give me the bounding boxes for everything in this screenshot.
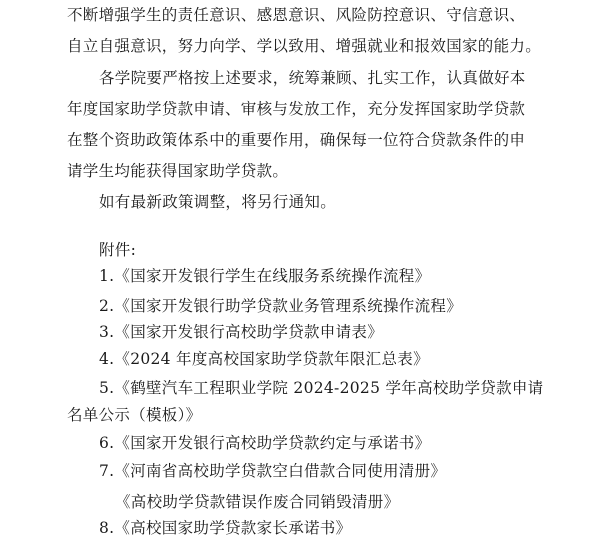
paragraph-2-line-2: 年度国家助学贷款申请、审核与发放工作，充分发挥国家助学贷款 <box>67 100 526 118</box>
paragraph-2-line-3: 在整个资助政策体系中的重要作用，确保每一位符合贷款条件的申 <box>67 131 526 149</box>
attachment-item-5-continued: 名单公示（模板）》 <box>67 406 202 424</box>
attachment-item-8: 8.《高校国家助学贷款家长承诺书》 <box>99 519 352 537</box>
attachment-item-7: 7.《河南省高校助学贷款空白借款合同使用清册》 <box>99 462 447 480</box>
attachment-item-4: 4.《2024 年度高校国家助学贷款年限汇总表》 <box>99 350 429 368</box>
attachment-item-6: 6.《国家开发银行高校助学贷款约定与承诺书》 <box>99 434 431 452</box>
attachment-item-3: 3.《国家开发银行高校助学贷款申请表》 <box>99 323 383 341</box>
attachments-heading: 附件: <box>99 241 137 259</box>
paragraph-1-line-1: 不断增强学生的责任意识、感恩意识、风险防控意识、守信意识、 <box>67 6 526 24</box>
paragraph-2-line-4: 请学生均能获得国家助学贷款。 <box>67 162 289 180</box>
attachment-item-5: 5.《鹤壁汽车工程职业学院 2024-2025 学年高校助学贷款申请 <box>99 379 544 397</box>
paragraph-3: 如有最新政策调整，将另行通知。 <box>99 193 337 211</box>
attachment-item-1: 1.《国家开发银行学生在线服务系统操作流程》 <box>99 267 431 285</box>
paragraph-2-line-1: 各学院要严格按上述要求，统筹兼顾、扎实工作，认真做好本 <box>99 69 526 87</box>
attachment-item-7-sub: 《高校助学贷款错误作废合同销毁清册》 <box>115 493 400 511</box>
paragraph-1-line-2: 自立自强意识，努力向学、学以致用、增强就业和报效国家的能力。 <box>67 37 542 55</box>
attachment-item-2: 2.《国家开发银行助学贷款业务管理系统操作流程》 <box>99 297 462 315</box>
